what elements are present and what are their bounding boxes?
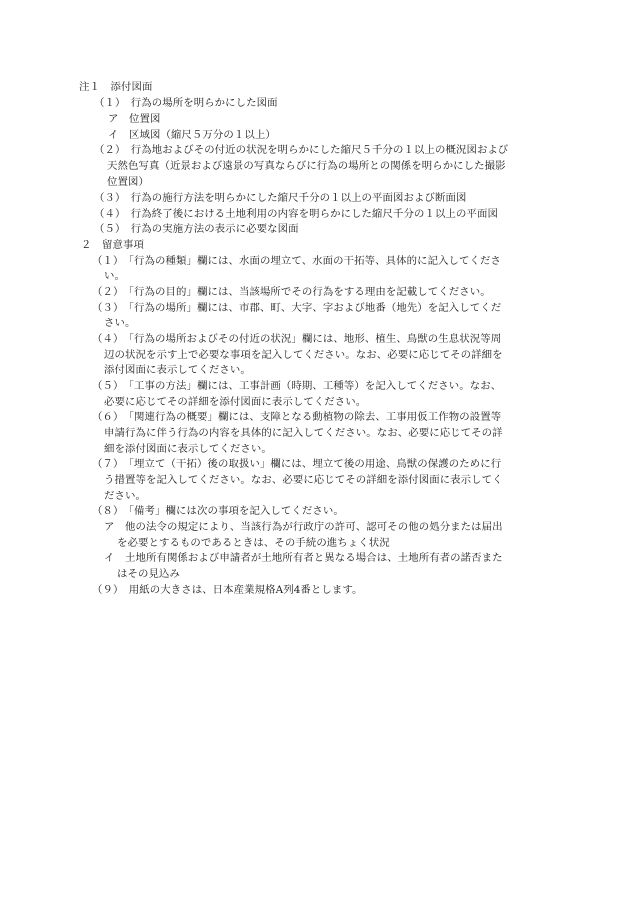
note-subitem-a: ア 位置図 — [108, 113, 161, 125]
remark-6-line2: 申請行為に伴う行為の内容を具体的に記入してください。なお、必要に応じてその詳 — [104, 427, 503, 439]
remark-4-line3: 添付図面に表示してください。 — [104, 364, 251, 376]
note-subitem-i: イ 区域図（縮尺５万分の１以上） — [108, 129, 276, 141]
note-item-1-2-line1: （２） 行為地およびその付近の状況を明らかにした縮尺５千分の１以上の概況図および — [94, 144, 509, 156]
note-item-1-3: （３） 行為の施行方法を明らかにした縮尺千分の１以上の平面図および断面図 — [94, 192, 467, 204]
note-item-1-5: （５） 行為の実施方法の表示に必要な図面 — [94, 223, 299, 235]
remark-8: （８） 「備考」欄には次の事項を記入してください。 — [92, 505, 344, 517]
remark-7-line3: ださい。 — [104, 490, 146, 502]
remark-6-line1: （６） 「関連行為の概要」欄には、支障となる動植物の除去、工事用仮工作物の設置等 — [92, 411, 502, 423]
remark-8-i-line2: はその見込み — [117, 568, 180, 580]
remark-9: （９） 用紙の大きさは、日本産業規格A列4番とします。 — [92, 584, 363, 596]
remark-8-a-line1: ア 他の法令の規定により、当該行為が行政庁の許可、認可その他の処分または届出 — [104, 521, 503, 533]
note-item-1-2-line3: 位置図） — [107, 176, 149, 188]
note-item-1-4: （４） 行為終了後における土地利用の内容を明らかにした縮尺千分の１以上の平面図 — [94, 208, 498, 220]
remark-1-line2: い。 — [104, 270, 125, 282]
remark-8-i-line1: イ 土地所有関係および申請者が土地所有者と異なる場合は、土地所有者の諾否また — [104, 552, 503, 564]
note-item-1-1: （１） 行為の場所を明らかにした図面 — [94, 97, 278, 109]
remark-5-line1: （５） 「工事の方法」欄には、工事計画（時期、工種等）を記入してください。なお、 — [92, 380, 502, 392]
remark-7-line1: （７） 「埋立て（干拓）後の取扱い」欄には、埋立て後の用途、鳥獣の保護のために行 — [92, 458, 502, 470]
remark-4-line2: 辺の状況を示す上で必要な事項を記入してください。なお、必要に応じてその詳細を — [104, 349, 503, 361]
remark-4-line1: （４） 「行為の場所およびその付近の状況」欄には、地形、植生、鳥獣の生息状況等周 — [92, 333, 502, 345]
remark-8-a-line2: を必要とするものであるときは、その手続の進ちょく状況 — [117, 537, 390, 549]
remark-3-line2: さい。 — [104, 317, 136, 329]
remark-3-line1: （３） 「行為の場所」欄には、市郡、町、大字、字および地番（地先）を記入してくだ — [92, 302, 502, 314]
section-heading-remarks: ２ 留意事項 — [81, 239, 144, 251]
remark-7-line2: う措置等を記入してください。なお、必要に応じてその詳細を添付図面に表示してく — [104, 474, 503, 486]
remark-2: （２） 「行為の目的」欄には、当該場所でその行為をする理由を記載してください。 — [92, 286, 491, 298]
remark-6-line3: 細を添付図面に表示してください。 — [104, 443, 272, 455]
note-item-1-2-line2: 天然色写真（近景および遠景の写真ならびに行為の場所との関係を明らかにした撮影 — [107, 160, 506, 172]
section-heading-attachments: 注１ 添付図面 — [79, 81, 153, 93]
remark-1-line1: （１） 「行為の種類」欄には、水面の埋立て、水面の干拓等、具体的に記入してくださ — [92, 255, 502, 267]
remark-5-line2: 必要に応じてその詳細を添付図面に表示してください。 — [104, 396, 367, 408]
